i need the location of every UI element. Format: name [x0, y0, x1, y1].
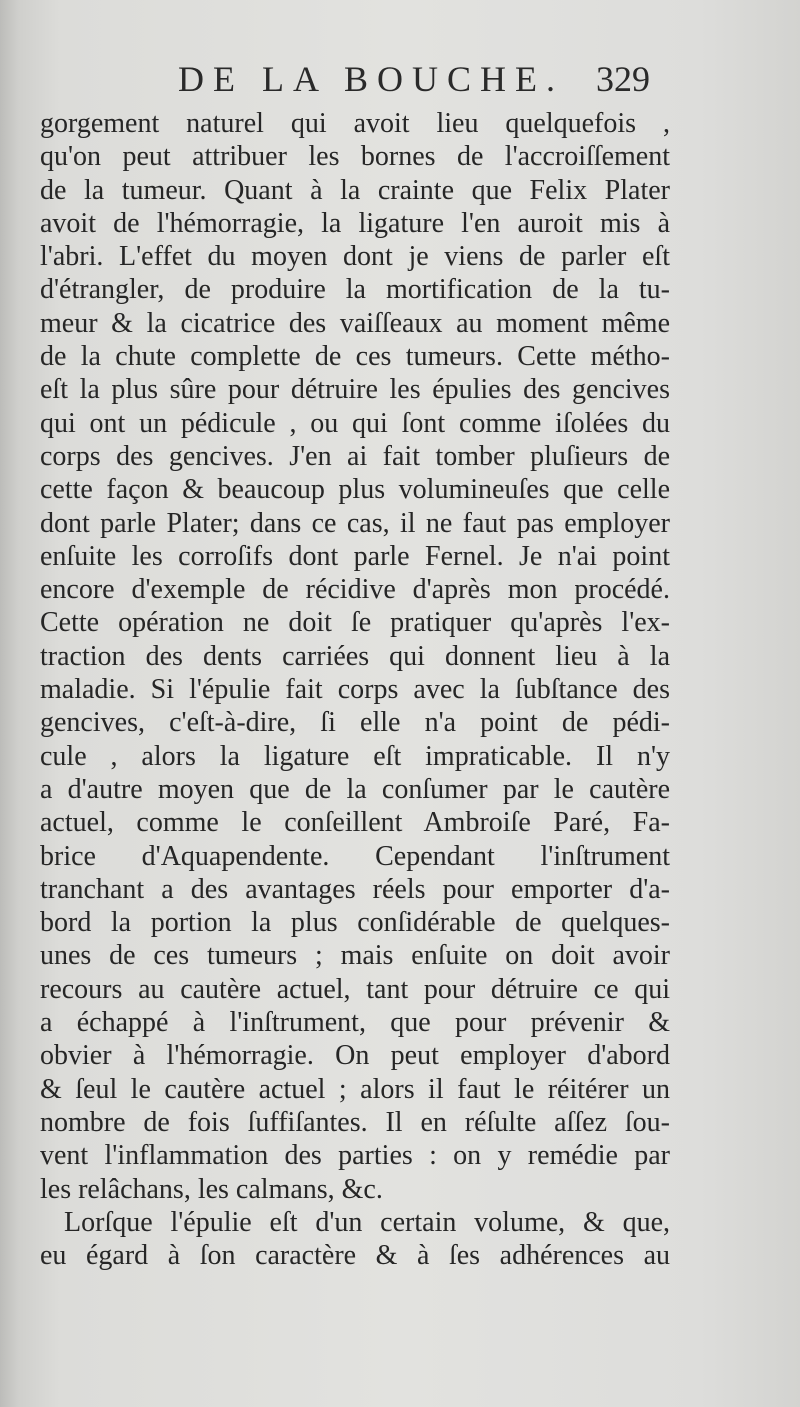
- text-line: maladie. Si l'épulie fait corps avec la ſubſtance des: [40, 674, 670, 706]
- text-line: encore d'exemple de récidive d'après mon procédé.: [40, 574, 670, 606]
- paragraph: [40, 107, 670, 1206]
- text-line: eu égard à ſon caractère & à ſes adhérences au: [40, 1240, 670, 1272]
- running-title: DE LA BOUCHE.: [178, 59, 564, 99]
- text-line: de la tumeur. Quant à la crainte que Felix Plater: [40, 174, 670, 206]
- page-header: [0, 58, 800, 106]
- text-line: unes de ces tumeurs ; mais enſuite on doit avoir: [40, 940, 670, 972]
- text-line: cule , alors la ligature eſt impraticable. Il n'y: [40, 740, 670, 772]
- text-line: avoit de l'hémorragie, la ligature l'en auroit mis à: [40, 207, 670, 239]
- text-line: dont parle Plater; dans ce cas, il ne faut pas employer: [40, 507, 670, 539]
- text-line: a échappé à l'inſtrument, que pour prévenir &: [40, 1007, 670, 1039]
- text-line: brice d'Aquapendente. Cependant l'inſtrument: [40, 840, 670, 872]
- text-line: gencives, c'eſt-à-dire, ſi elle n'a point de pédi-: [40, 707, 670, 739]
- text-line: recours au cautère actuel, tant pour détruire ce qui: [40, 973, 670, 1005]
- text-line: nombre de fois ſuffiſantes. Il en réſulte aſſez ſou-: [40, 1106, 670, 1138]
- text-line: l'abri. L'effet du moyen dont je viens de parler eſt: [40, 241, 670, 273]
- text-line: meur & la cicatrice des vaiſſeaux au moment même: [40, 307, 670, 339]
- text-line: traction des dents carriées qui donnent lieu à la: [40, 640, 670, 672]
- text-line: tranchant a des avantages réels pour emporter d'a-: [40, 873, 670, 905]
- text-line: a d'autre moyen que de la conſumer par le cautère: [40, 773, 670, 805]
- text-line: bord la portion la plus conſidérable de quelques-: [40, 907, 670, 939]
- text-line: Cette opération ne doit ſe pratiquer qu'après l'ex-: [40, 607, 670, 639]
- text-line: enſuite les corroſifs dont parle Fernel. Je n'ai point: [40, 540, 670, 572]
- text-line: de la chute complette de ces tumeurs. Cette métho-: [40, 341, 670, 373]
- text-line: obvier à l'hémorragie. On peut employer d'abord: [40, 1040, 670, 1072]
- body-text: [40, 107, 670, 1272]
- text-line: actuel, comme le conſeillent Ambroiſe Paré, Fa-: [40, 807, 670, 839]
- text-line: qu'on peut attribuer les bornes de l'accroiſſement: [40, 141, 670, 173]
- text-line: les relâchans, les calmans, &c.: [40, 1173, 383, 1205]
- text-line: vent l'inflammation des parties : on y remédie par: [40, 1140, 670, 1172]
- paragraph: [40, 1206, 670, 1273]
- text-line: eſt la plus sûre pour détruire les épulies des gencives: [40, 374, 670, 406]
- text-line: corps des gencives. J'en ai fait tomber pluſieurs de: [40, 440, 670, 472]
- page-number: 329: [596, 59, 650, 99]
- text-line: cette façon & beaucoup plus volumineuſes que celle: [40, 474, 670, 506]
- text-line: & ſeul le cautère actuel ; alors il faut le réitérer un: [40, 1073, 670, 1105]
- text-line: qui ont un pédicule , ou qui ſont comme iſolées du: [40, 407, 670, 439]
- text-line: gorgement naturel qui avoit lieu quelquefois ,: [40, 108, 670, 139]
- text-line: d'étrangler, de produire la mortification de la tu-: [40, 274, 670, 306]
- text-line: Lorſque l'épulie eſt d'un certain volume, & que,: [64, 1206, 670, 1238]
